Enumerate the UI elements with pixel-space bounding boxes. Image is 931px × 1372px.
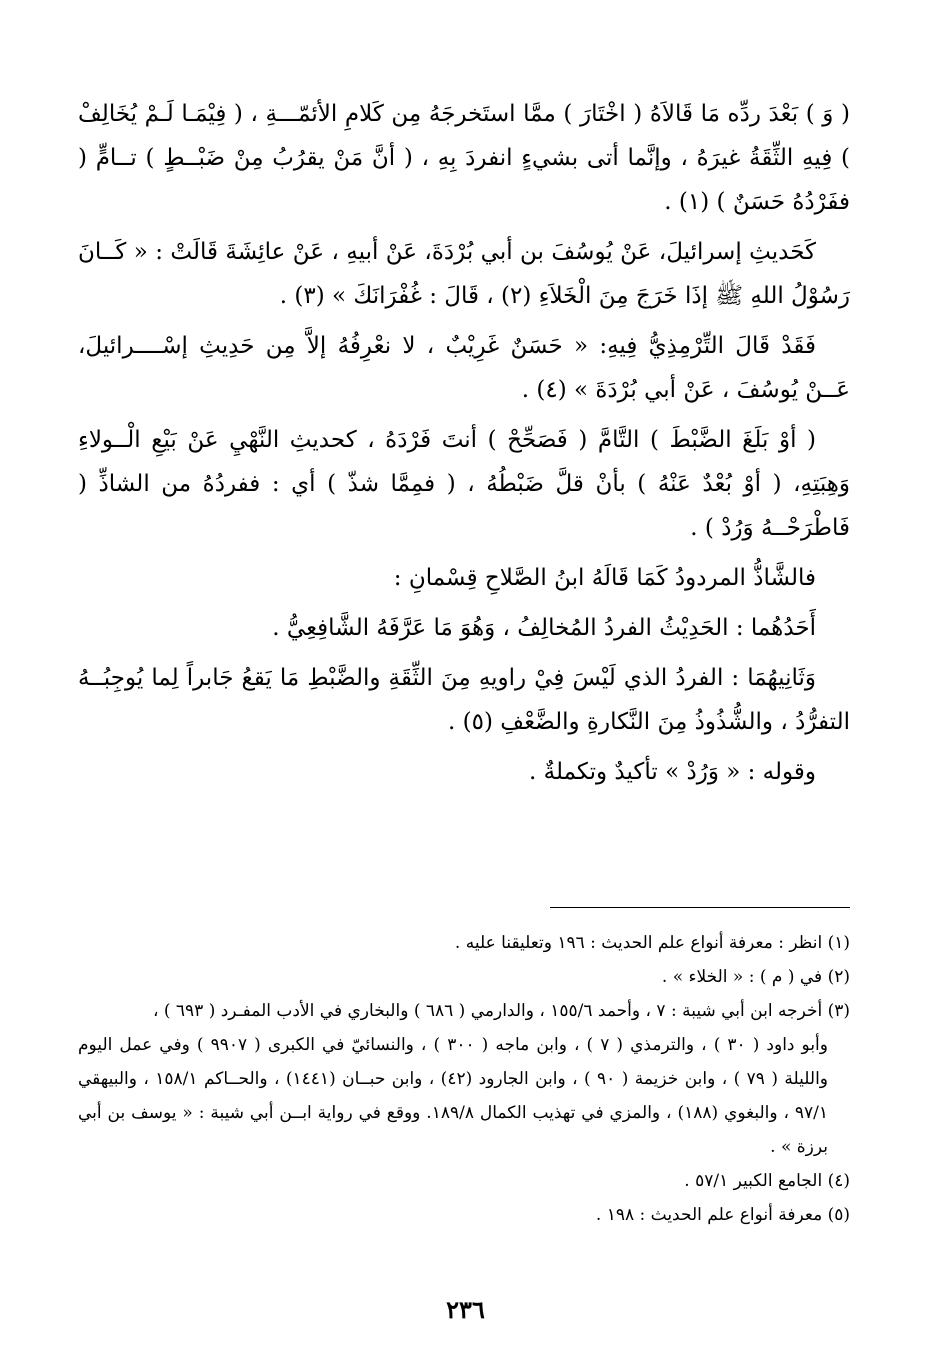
footnote-3-continued: وأبو داود ( ٣٠ ) ، والترمذي ( ٧ ) ، وابن ماجه ( ٣٠٠ ) ، والنسائيّ في الكبرى ( ٩٩٠٧ ) وفي عمل اليوم والليلة ( ٧٩ ) ، وابن خزيمة ( ٩٠ ) ، وابن الجارود (٤٢) ، وابن حبــان (١٤٤١) ، والحــاكم ١٥٨/١ ، والبيهقي ٩٧/١ ، والبغوي (١٨٨) ، والمزي في تهذيب الكمال ١٨٩/٨. ووقع في رواية ابــن أبي شيبة : « يوسف بن أبي برزة » .	[78, 1035, 828, 1157]
paragraph-2: كَحَديثِ إسرائيلَ، عَنْ يُوسُفَ بن أبي بُرْدَةَ، عَنْ أبيهِ ، عَنْ عائِشَةَ قَالَتْ : « كَــانَ رَسُوْلُ اللهِ ﷺ إذَا خَرَجَ مِنَ الْخَلاَءِ (٢) ، قَالَ : غُفْرَانَكَ » (٣) .	[78, 239, 850, 309]
paragraph-3: فَقَدْ قَالَ التِّرْمِذِيُّ فِيهِ: « حَسَنٌ غَرِيْبٌ ، لا نعْرِفُهُ إلاَّ مِن حَدِيثِ إسْــــرائيلَ، عَــنْ يُوسُفَ ، عَنْ أبي بُرْدَةَ » (٤) .	[78, 333, 850, 403]
paragraph-4: ( أوْ بَلَغَ الضَّبْطَ ) التَّامَّ ( فَصَحِّحْ ) أنتَ فَرْدَهُ ، كحديثِ النَّهْيِ عَنْ بَيْعِ الْــولاءِ وَهِبَتِهِ، ( أوْ بُعْدٌ عَنْهُ ) بأنْ قلَّ ضَبْطُهُ ، ( فمِمَّا شذّ ) أي : ففردُهُ من الشاذِّ ( فَاطْرَحْــهُ وَرُدْ ) .	[78, 427, 850, 541]
footnote-divider	[550, 907, 850, 908]
footnote-5: (٥) معرفة أنواع علم الحديث : ١٩٨ .	[595, 1205, 850, 1225]
footnote-2: (٢) في ( م ) : « الخلاء » .	[661, 967, 850, 987]
paragraph-5: فالشَّاذُّ المردودُ كَمَا قَالَهُ ابنُ الصَّلاحِ قِسْمانِ :	[393, 565, 816, 591]
paragraph-7: وَثَانِيهُمَا : الفردُ الذي لَيْسَ فِيْ راويهِ مِنَ الثِّقَةِ والضَّبْطِ مَا يَقعُ جَابراً لِما يُوجِبُــهُ التفرُّدُ ، والشُّذُوذُ مِنَ النَّكارةِ والضَّعْفِ (٥) .	[78, 665, 850, 735]
paragraph-8: وقوله : « وَرُدْ » تأكيدٌ وتكملةٌ .	[529, 759, 816, 785]
footnote-1: (١) انظر : معرفة أنواع علم الحديث : ١٩٦ وتعليقنا عليه .	[454, 933, 850, 953]
footnotes	[78, 926, 850, 1232]
page-number: ٢٣٦	[446, 1295, 485, 1324]
footnote-3: (٣) أخرجه ابن أبي شيبة : ٧ ، وأحمد ١٥٥/٦ ، والدارمي ( ٦٨٦ ) والبخاري في الأدب المفـرد ( ٦٩٣ ) ،	[152, 1001, 850, 1021]
main-text	[78, 92, 850, 800]
footnote-4: (٤) الجامع الكبير ٥٧/١ .	[684, 1171, 850, 1191]
paragraph-6: أَحَدُهُما : الحَدِيْثُ الفردُ المُخالِفُ ، وَهُوَ مَا عَرَّفَهُ الشَّافِعِيُّ .	[272, 615, 816, 641]
paragraph-1: ( وَ ) بَعْدَ ردِّه مَا قَالاَهُ ( اخْتَارَ ) ممَّا استَخرجَهُ مِن كَلامِ الأئمّـــةِ ، ( فِيْمَـا لَـمْ يُخَالِفْ ) فِيهِ الثِّقَةُ غيرَهُ ، وإنَّما أتى بشيءٍ انفردَ بِهِ ، ( أنَّ مَنْ يقرُبُ مِنْ ضَبْــطٍ ) تــامٍّ ( ففَرْدُهُ حَسَنٌ ) (١) .	[78, 101, 850, 215]
